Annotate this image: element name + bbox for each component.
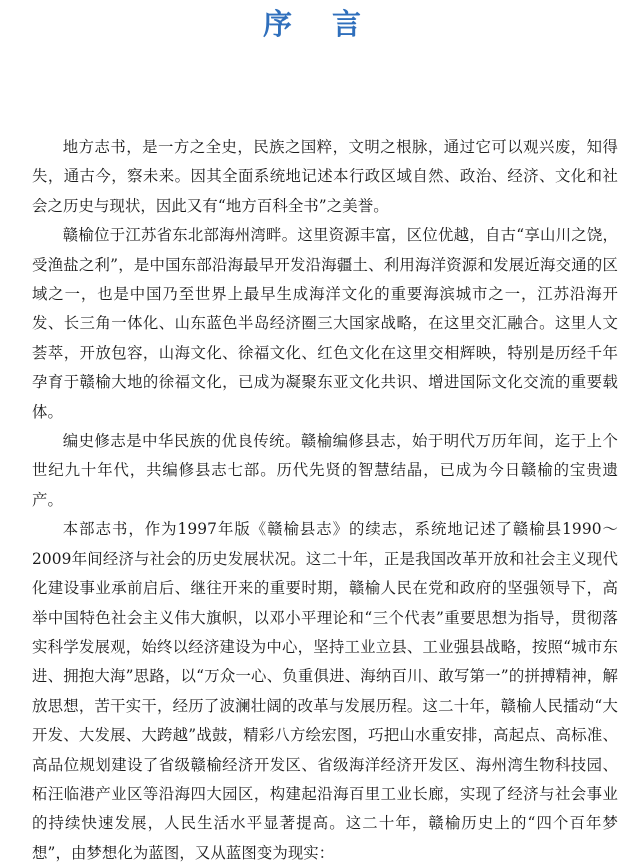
paragraph-3: 编史修志是中华民族的优良传统。赣榆编修县志，始于明代万历年间，迄于上个世纪九十年代，共编修县志七部。历代先贤的智慧结晶，已成为今日赣榆的宝贵遗产。 [32, 432, 618, 509]
paragraph-1: 地方志书，是一方之全史，民族之国粹，文明之根脉，通过它可以观兴废，知得失，通古今，察未来。因其全面系统地记述本行政区域自然、政治、经济、文化和社会之历史与现状，因此又有“地方百科全书”之美誉。 [32, 138, 618, 215]
paragraph-2: 赣榆位于江苏省东北部海州湾畔。这里资源丰富，区位优越，自古“享山川之饶，受渔盐之利”，是中国东部沿海最早开发沿海疆土、利用海洋资源和发展近海交通的区域之一，也是中国乃至世界上最早生成海洋文化的重要海滨城市之一，江苏沿海开发、长三角一体化、山东蓝色半岛经济圈三大国家战略，在这里交汇融合。这里人文荟萃，开放包容，山海文化、徐福文化、红色文化在这里交相辉映，特别是历经千年孕育于赣榆大地的徐福文化，已成为凝聚东亚文化共识、增进国际文化交流的重要载体。 [32, 226, 618, 421]
paragraph-4: 本部志书，作为1997年版《赣榆县志》的续志，系统地记述了赣榆县1990～2009年间经济与社会的历史发展状况。这二十年，正是我国改革开放和社会主义现代化建设事业承前启后、继往开来的重要时期，赣榆人民在党和政府的坚强领导下，高举中国特色社会主义伟大旗帜，以邓小平理论和“三个代表”重要思想为指导，贯彻落实科学发展观，始终以经济建设为中心，坚持工业立县、工业强县战略，按照“城市东进、拥抱大海”思路，以“万众一心、负重俱进、海纳百川、敢写第一”的拼搏精神，解放思想，苦干实干，经历了波澜壮阔的改革与发展历程。这二十年，赣榆人民擂动“大开发、大发展、大跨越”战鼓，精彩八方绘宏图，巧把山水重安排，高起点、高标准、高品位规划建设了省级赣榆经济开发区、省级海洋经济开发区、海州湾生物科技园、柘汪临港产业区等沿海四大园区，构建起沿海百里工业长廊，实现了经济与社会事业的持续快速发展，人民生活水平显著提高。这二十年，赣榆历史上的“四个百年梦想”，由梦想化为蓝图，又从蓝图变为现实： [32, 520, 618, 862]
page-title: 序言 [262, 7, 401, 41]
body-text [32, 133, 618, 868]
